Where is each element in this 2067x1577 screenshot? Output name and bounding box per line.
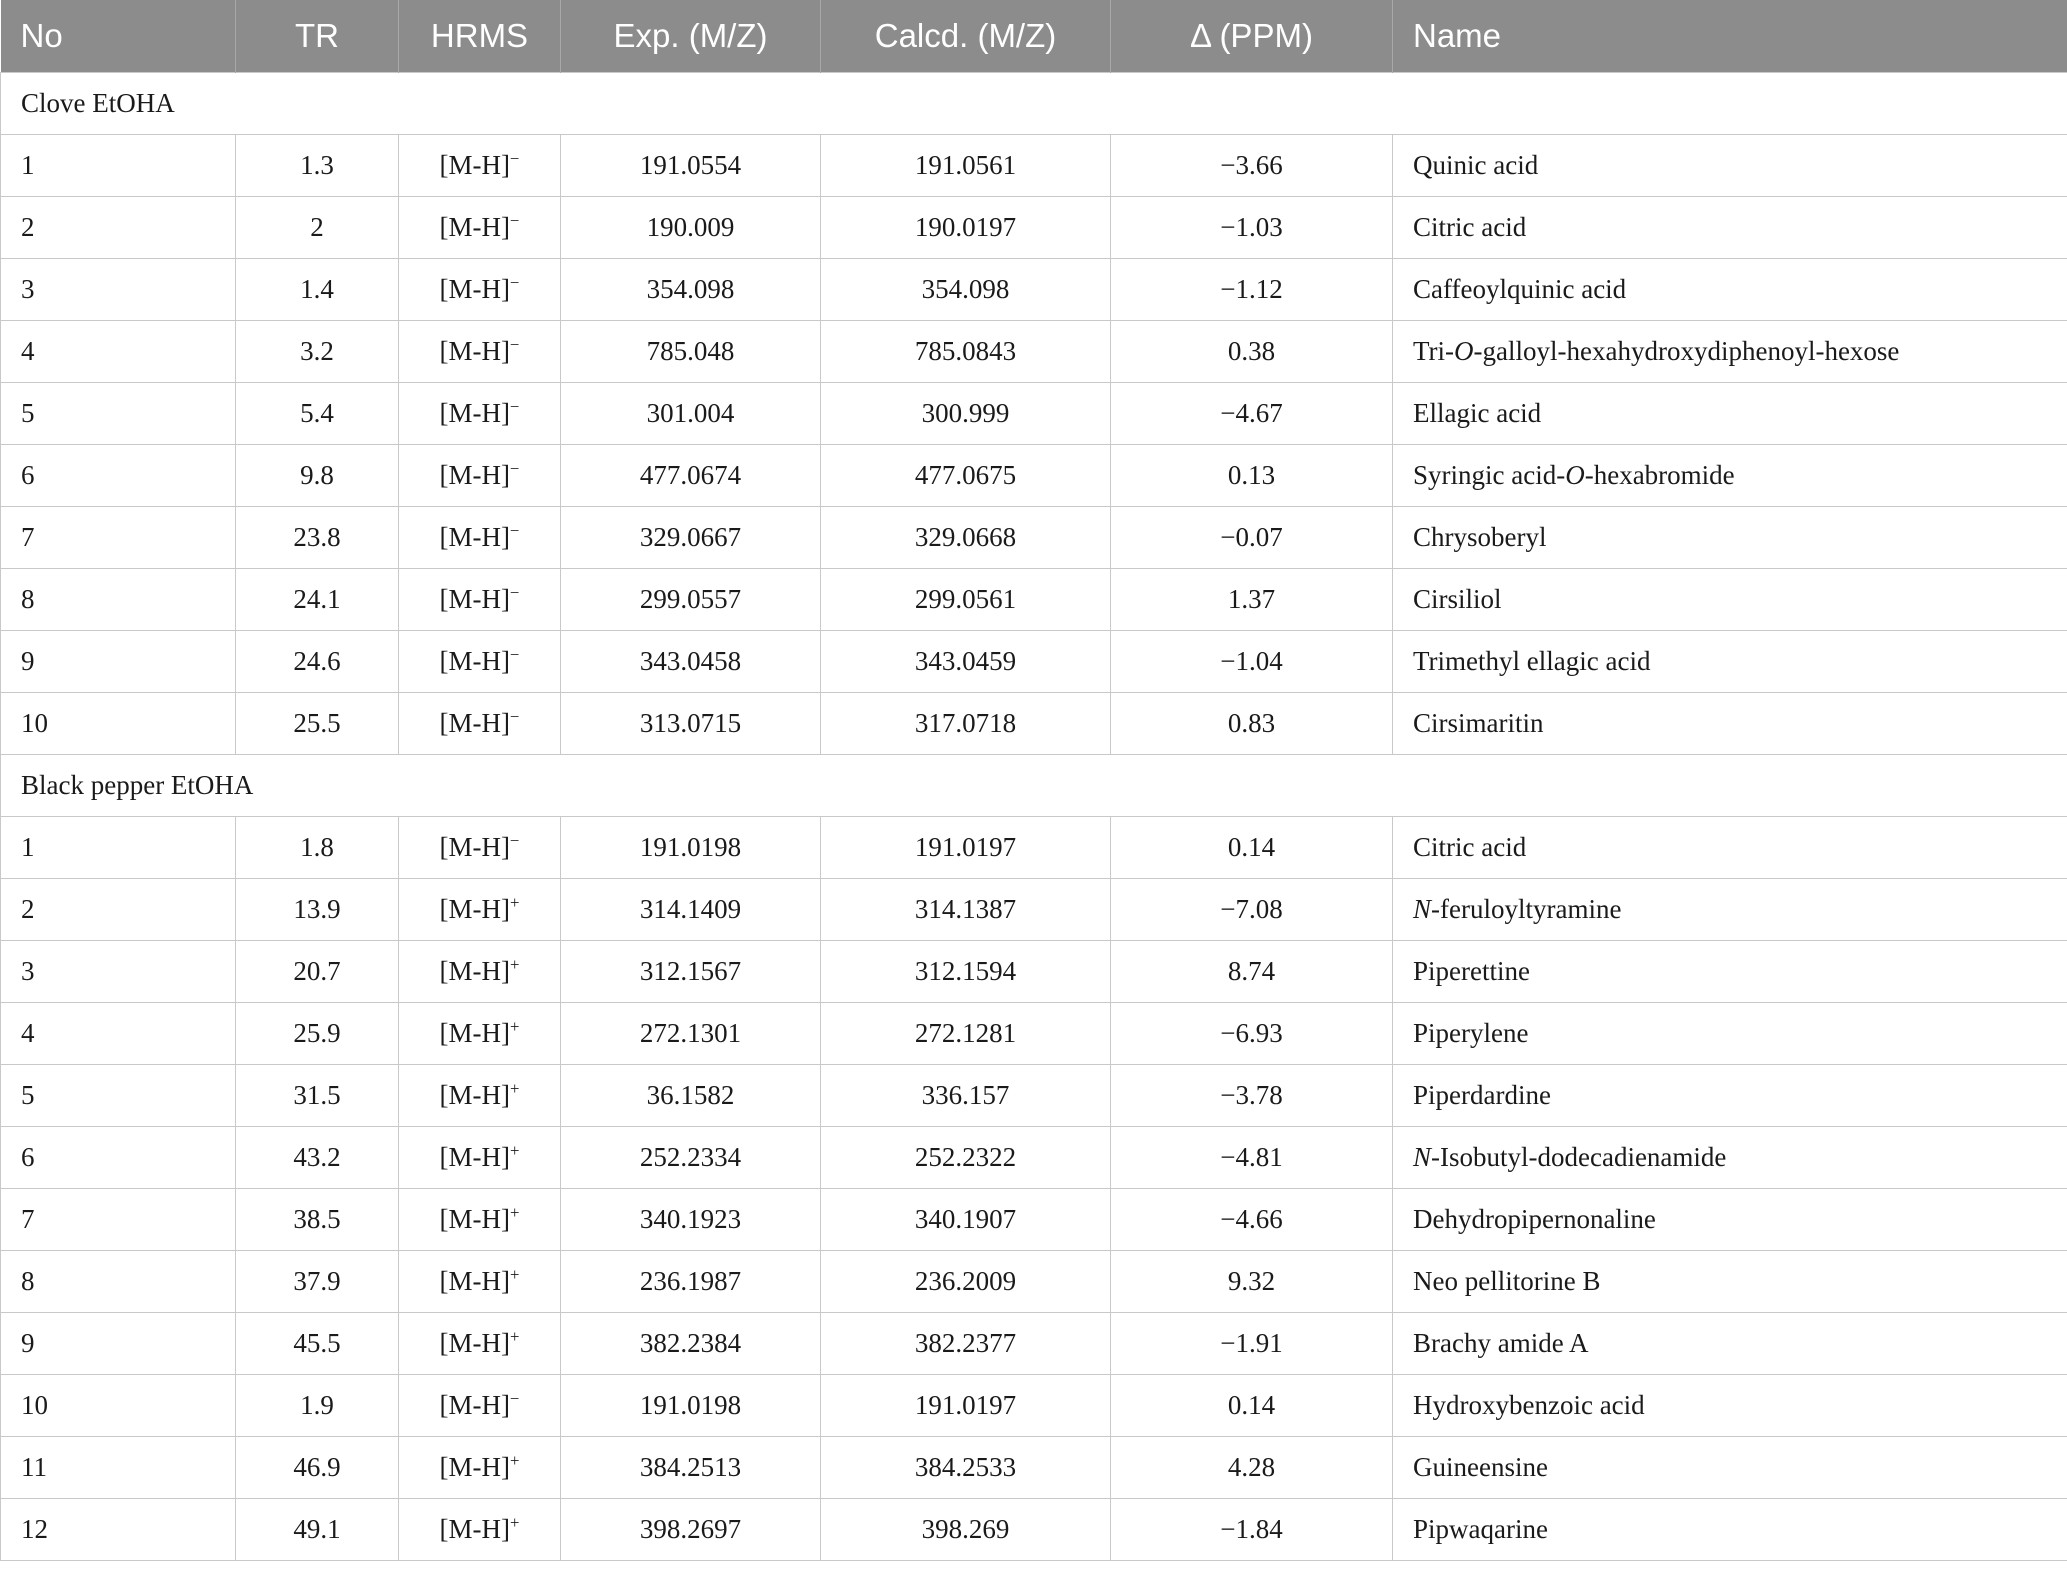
table-row bbox=[1, 879, 2067, 941]
cell-name bbox=[1393, 879, 2067, 941]
hrms-ion: [M-H] bbox=[439, 150, 511, 180]
cell-name bbox=[1393, 507, 2067, 569]
cell-name bbox=[1393, 1003, 2067, 1065]
cell-delta-ppm: 0.14 bbox=[1111, 1375, 1393, 1437]
cell-tr: 25.5 bbox=[236, 693, 399, 755]
hrms-ion: [M-H] bbox=[439, 336, 511, 366]
hrms-ion: [M-H] bbox=[439, 1080, 511, 1110]
cell-name bbox=[1393, 1437, 2067, 1499]
cell-delta-ppm: −1.04 bbox=[1111, 631, 1393, 693]
hrms-ion: [M-H] bbox=[439, 212, 511, 242]
cell-exp-mz: 190.009 bbox=[561, 197, 821, 259]
cell-tr: 45.5 bbox=[236, 1313, 399, 1375]
hrms-charge: − bbox=[510, 335, 520, 354]
cell-hrms bbox=[399, 1065, 561, 1127]
cell-delta-ppm: 0.14 bbox=[1111, 817, 1393, 879]
cell-delta-ppm: −6.93 bbox=[1111, 1003, 1393, 1065]
cell-no: 7 bbox=[1, 507, 236, 569]
table-row bbox=[1, 1127, 2067, 1189]
cell-exp-mz: 382.2384 bbox=[561, 1313, 821, 1375]
table-row bbox=[1, 507, 2067, 569]
cell-delta-ppm: 0.83 bbox=[1111, 693, 1393, 755]
cell-calcd-mz: 314.1387 bbox=[821, 879, 1111, 941]
table-row bbox=[1, 817, 2067, 879]
hrms-ion: [M-H] bbox=[439, 1452, 511, 1482]
cell-name bbox=[1393, 135, 2067, 197]
cell-exp-mz: 398.2697 bbox=[561, 1499, 821, 1561]
cell-no: 2 bbox=[1, 197, 236, 259]
name-part: Cirsimaritin bbox=[1413, 708, 1544, 738]
name-part: Dehydropipernonaline bbox=[1413, 1204, 1656, 1234]
cell-no: 10 bbox=[1, 693, 236, 755]
cell-delta-ppm: −1.91 bbox=[1111, 1313, 1393, 1375]
hrms-ion: [M-H] bbox=[439, 1266, 511, 1296]
cell-exp-mz: 312.1567 bbox=[561, 941, 821, 1003]
cell-exp-mz: 340.1923 bbox=[561, 1189, 821, 1251]
cell-exp-mz: 36.1582 bbox=[561, 1065, 821, 1127]
cell-no: 1 bbox=[1, 817, 236, 879]
table-row bbox=[1, 1251, 2067, 1313]
table-row bbox=[1, 1003, 2067, 1065]
cell-hrms bbox=[399, 941, 561, 1003]
name-part: Piperdardine bbox=[1413, 1080, 1551, 1110]
name-part: Caffeoylquinic acid bbox=[1413, 274, 1627, 304]
table-row bbox=[1, 321, 2067, 383]
header-no: No bbox=[1, 0, 236, 73]
name-part: Pipwaqarine bbox=[1413, 1514, 1548, 1544]
cell-calcd-mz: 190.0197 bbox=[821, 197, 1111, 259]
cell-exp-mz: 191.0198 bbox=[561, 817, 821, 879]
hrms-charge: + bbox=[510, 1017, 520, 1036]
cell-name bbox=[1393, 1065, 2067, 1127]
cell-hrms bbox=[399, 1127, 561, 1189]
hrms-charge: + bbox=[510, 955, 520, 974]
cell-calcd-mz: 336.157 bbox=[821, 1065, 1111, 1127]
cell-delta-ppm: 9.32 bbox=[1111, 1251, 1393, 1313]
cell-no: 12 bbox=[1, 1499, 236, 1561]
cell-no: 3 bbox=[1, 259, 236, 321]
cell-tr: 24.6 bbox=[236, 631, 399, 693]
cell-calcd-mz: 317.0718 bbox=[821, 693, 1111, 755]
name-part: -Isobutyl-dodecadienamide bbox=[1431, 1142, 1727, 1172]
hrms-charge: − bbox=[510, 1389, 520, 1408]
cell-exp-mz: 252.2334 bbox=[561, 1127, 821, 1189]
name-part: Citric acid bbox=[1413, 832, 1527, 862]
cell-no: 9 bbox=[1, 631, 236, 693]
hrms-charge: + bbox=[510, 1265, 520, 1284]
table-row bbox=[1, 1189, 2067, 1251]
table-row bbox=[1, 569, 2067, 631]
cell-delta-ppm: −1.03 bbox=[1111, 197, 1393, 259]
cell-calcd-mz: 354.098 bbox=[821, 259, 1111, 321]
cell-calcd-mz: 300.999 bbox=[821, 383, 1111, 445]
cell-delta-ppm: 8.74 bbox=[1111, 941, 1393, 1003]
cell-exp-mz: 191.0198 bbox=[561, 1375, 821, 1437]
table-row bbox=[1, 259, 2067, 321]
cell-name bbox=[1393, 817, 2067, 879]
cell-delta-ppm: 4.28 bbox=[1111, 1437, 1393, 1499]
hrms-ion: [M-H] bbox=[439, 460, 511, 490]
cell-exp-mz: 314.1409 bbox=[561, 879, 821, 941]
cell-delta-ppm: −3.66 bbox=[1111, 135, 1393, 197]
cell-name bbox=[1393, 1189, 2067, 1251]
cell-no: 4 bbox=[1, 321, 236, 383]
cell-delta-ppm: −1.84 bbox=[1111, 1499, 1393, 1561]
hrms-charge: − bbox=[510, 583, 520, 602]
cell-hrms bbox=[399, 1375, 561, 1437]
hrms-charge: + bbox=[510, 1451, 520, 1470]
header-exp-mz: Exp. (M/Z) bbox=[561, 0, 821, 73]
cell-tr: 3.2 bbox=[236, 321, 399, 383]
group-title: Clove EtOHA bbox=[1, 73, 2067, 135]
cell-name bbox=[1393, 1127, 2067, 1189]
table-row bbox=[1, 383, 2067, 445]
group-row bbox=[1, 755, 2067, 817]
cell-no: 1 bbox=[1, 135, 236, 197]
hrms-charge: − bbox=[510, 831, 520, 850]
hrms-ion: [M-H] bbox=[439, 274, 511, 304]
cell-delta-ppm: −4.67 bbox=[1111, 383, 1393, 445]
table-row bbox=[1, 1375, 2067, 1437]
cell-tr: 23.8 bbox=[236, 507, 399, 569]
name-part: O bbox=[1565, 460, 1585, 490]
hrms-charge: + bbox=[510, 1203, 520, 1222]
table-body bbox=[1, 73, 2067, 1561]
name-part: Syringic acid- bbox=[1413, 460, 1566, 490]
cell-name bbox=[1393, 1251, 2067, 1313]
table-row bbox=[1, 1437, 2067, 1499]
name-part: Hydroxybenzoic acid bbox=[1413, 1390, 1645, 1420]
cell-delta-ppm: 1.37 bbox=[1111, 569, 1393, 631]
cell-exp-mz: 301.004 bbox=[561, 383, 821, 445]
cell-calcd-mz: 312.1594 bbox=[821, 941, 1111, 1003]
hrms-ion: [M-H] bbox=[439, 398, 511, 428]
cell-delta-ppm: −4.81 bbox=[1111, 1127, 1393, 1189]
cell-hrms bbox=[399, 1499, 561, 1561]
cell-tr: 1.3 bbox=[236, 135, 399, 197]
cell-tr: 38.5 bbox=[236, 1189, 399, 1251]
cell-name bbox=[1393, 569, 2067, 631]
cell-hrms bbox=[399, 1313, 561, 1375]
cell-name bbox=[1393, 197, 2067, 259]
hrms-ion: [M-H] bbox=[439, 1204, 511, 1234]
cell-exp-mz: 272.1301 bbox=[561, 1003, 821, 1065]
hrms-charge: − bbox=[510, 521, 520, 540]
hrms-ion: [M-H] bbox=[439, 1018, 511, 1048]
hrms-ion: [M-H] bbox=[439, 832, 511, 862]
cell-delta-ppm: −0.07 bbox=[1111, 507, 1393, 569]
cell-hrms bbox=[399, 445, 561, 507]
hrms-charge: − bbox=[510, 459, 520, 478]
cell-name bbox=[1393, 321, 2067, 383]
cell-hrms bbox=[399, 321, 561, 383]
cell-no: 7 bbox=[1, 1189, 236, 1251]
cell-delta-ppm: −3.78 bbox=[1111, 1065, 1393, 1127]
cell-exp-mz: 313.0715 bbox=[561, 693, 821, 755]
name-part: N bbox=[1413, 1142, 1432, 1172]
hrms-charge: − bbox=[510, 397, 520, 416]
cell-calcd-mz: 477.0675 bbox=[821, 445, 1111, 507]
cell-no: 9 bbox=[1, 1313, 236, 1375]
table-row bbox=[1, 693, 2067, 755]
cell-no: 10 bbox=[1, 1375, 236, 1437]
cell-hrms bbox=[399, 1003, 561, 1065]
hrms-ion: [M-H] bbox=[439, 708, 511, 738]
table-row bbox=[1, 1499, 2067, 1561]
cell-exp-mz: 785.048 bbox=[561, 321, 821, 383]
header-name: Name bbox=[1393, 0, 2067, 73]
hrms-ion: [M-H] bbox=[439, 646, 511, 676]
cell-calcd-mz: 398.269 bbox=[821, 1499, 1111, 1561]
hrms-charge: − bbox=[510, 211, 520, 230]
cell-exp-mz: 191.0554 bbox=[561, 135, 821, 197]
cell-hrms bbox=[399, 569, 561, 631]
table-row bbox=[1, 631, 2067, 693]
cell-calcd-mz: 191.0561 bbox=[821, 135, 1111, 197]
cell-calcd-mz: 382.2377 bbox=[821, 1313, 1111, 1375]
group-title: Black pepper EtOHA bbox=[1, 755, 2067, 817]
cell-calcd-mz: 236.2009 bbox=[821, 1251, 1111, 1313]
hrms-ion: [M-H] bbox=[439, 584, 511, 614]
cell-hrms bbox=[399, 197, 561, 259]
header-hrms: HRMS bbox=[399, 0, 561, 73]
cell-tr: 20.7 bbox=[236, 941, 399, 1003]
cell-tr: 1.9 bbox=[236, 1375, 399, 1437]
cell-exp-mz: 384.2513 bbox=[561, 1437, 821, 1499]
name-part: Chrysoberyl bbox=[1413, 522, 1547, 552]
table-row bbox=[1, 1313, 2067, 1375]
group-row bbox=[1, 73, 2067, 135]
hrms-charge: + bbox=[510, 1079, 520, 1098]
hrms-ion: [M-H] bbox=[439, 1514, 511, 1544]
hrms-charge: + bbox=[510, 1141, 520, 1160]
cell-no: 3 bbox=[1, 941, 236, 1003]
name-part: -galloyl-hexahydroxydiphenoyl-hexose bbox=[1473, 336, 1900, 366]
cell-no: 6 bbox=[1, 445, 236, 507]
cell-delta-ppm: 0.38 bbox=[1111, 321, 1393, 383]
cell-tr: 49.1 bbox=[236, 1499, 399, 1561]
name-part: -feruloyltyramine bbox=[1431, 894, 1622, 924]
table-row bbox=[1, 197, 2067, 259]
cell-tr: 2 bbox=[236, 197, 399, 259]
name-part: Citric acid bbox=[1413, 212, 1527, 242]
cell-tr: 46.9 bbox=[236, 1437, 399, 1499]
hrms-charge: + bbox=[510, 1513, 520, 1532]
cell-hrms bbox=[399, 1189, 561, 1251]
hrms-ion: [M-H] bbox=[439, 1142, 511, 1172]
cell-name bbox=[1393, 631, 2067, 693]
cell-name bbox=[1393, 1375, 2067, 1437]
cell-tr: 9.8 bbox=[236, 445, 399, 507]
header-tr: TR bbox=[236, 0, 399, 73]
cell-no: 8 bbox=[1, 569, 236, 631]
cell-calcd-mz: 191.0197 bbox=[821, 1375, 1111, 1437]
cell-tr: 1.8 bbox=[236, 817, 399, 879]
cell-hrms bbox=[399, 135, 561, 197]
cell-hrms bbox=[399, 1437, 561, 1499]
name-part: Cirsiliol bbox=[1413, 584, 1502, 614]
cell-calcd-mz: 191.0197 bbox=[821, 817, 1111, 879]
hrms-charge: − bbox=[510, 645, 520, 664]
cell-exp-mz: 477.0674 bbox=[561, 445, 821, 507]
cell-no: 4 bbox=[1, 1003, 236, 1065]
cell-hrms bbox=[399, 693, 561, 755]
cell-delta-ppm: 0.13 bbox=[1111, 445, 1393, 507]
hrms-ion: [M-H] bbox=[439, 1328, 511, 1358]
cell-no: 5 bbox=[1, 383, 236, 445]
cell-calcd-mz: 785.0843 bbox=[821, 321, 1111, 383]
table-header bbox=[1, 0, 2067, 73]
cell-hrms bbox=[399, 879, 561, 941]
name-part: Tri- bbox=[1413, 336, 1455, 366]
cell-delta-ppm: −4.66 bbox=[1111, 1189, 1393, 1251]
cell-exp-mz: 236.1987 bbox=[561, 1251, 821, 1313]
hrms-charge: − bbox=[510, 149, 520, 168]
cell-hrms bbox=[399, 507, 561, 569]
cell-calcd-mz: 252.2322 bbox=[821, 1127, 1111, 1189]
table-row bbox=[1, 941, 2067, 1003]
cell-calcd-mz: 340.1907 bbox=[821, 1189, 1111, 1251]
hrms-charge: + bbox=[510, 893, 520, 912]
cell-no: 11 bbox=[1, 1437, 236, 1499]
table-row bbox=[1, 1065, 2067, 1127]
header-calcd-mz: Calcd. (M/Z) bbox=[821, 0, 1111, 73]
hrms-ion: [M-H] bbox=[439, 522, 511, 552]
cell-exp-mz: 299.0557 bbox=[561, 569, 821, 631]
cell-no: 8 bbox=[1, 1251, 236, 1313]
name-part: N bbox=[1413, 894, 1432, 924]
hrms-ion: [M-H] bbox=[439, 894, 511, 924]
cell-no: 6 bbox=[1, 1127, 236, 1189]
cell-hrms bbox=[399, 631, 561, 693]
cell-tr: 37.9 bbox=[236, 1251, 399, 1313]
table-row bbox=[1, 445, 2067, 507]
name-part: Piperettine bbox=[1413, 956, 1530, 986]
cell-tr: 25.9 bbox=[236, 1003, 399, 1065]
cell-tr: 13.9 bbox=[236, 879, 399, 941]
hrms-charge: + bbox=[510, 1327, 520, 1346]
name-part: O bbox=[1454, 336, 1474, 366]
header-row bbox=[1, 0, 2067, 73]
cell-no: 2 bbox=[1, 879, 236, 941]
name-part: Piperylene bbox=[1413, 1018, 1529, 1048]
cell-calcd-mz: 343.0459 bbox=[821, 631, 1111, 693]
cell-hrms bbox=[399, 817, 561, 879]
cell-hrms bbox=[399, 1251, 561, 1313]
cell-no: 5 bbox=[1, 1065, 236, 1127]
name-part: Neo pellitorine B bbox=[1413, 1266, 1601, 1296]
cell-name bbox=[1393, 383, 2067, 445]
name-part: -hexabromide bbox=[1584, 460, 1735, 490]
cell-name bbox=[1393, 693, 2067, 755]
cell-calcd-mz: 329.0668 bbox=[821, 507, 1111, 569]
name-part: Quinic acid bbox=[1413, 150, 1539, 180]
cell-exp-mz: 354.098 bbox=[561, 259, 821, 321]
cell-hrms bbox=[399, 383, 561, 445]
cell-calcd-mz: 384.2533 bbox=[821, 1437, 1111, 1499]
cell-calcd-mz: 299.0561 bbox=[821, 569, 1111, 631]
cell-delta-ppm: −7.08 bbox=[1111, 879, 1393, 941]
cell-name bbox=[1393, 1313, 2067, 1375]
cell-tr: 5.4 bbox=[236, 383, 399, 445]
header-delta-ppm: Δ (PPM) bbox=[1111, 0, 1393, 73]
hrms-charge: − bbox=[510, 273, 520, 292]
cell-exp-mz: 343.0458 bbox=[561, 631, 821, 693]
name-part: Guineensine bbox=[1413, 1452, 1548, 1482]
cell-name bbox=[1393, 941, 2067, 1003]
cell-name bbox=[1393, 445, 2067, 507]
cell-calcd-mz: 272.1281 bbox=[821, 1003, 1111, 1065]
cell-exp-mz: 329.0667 bbox=[561, 507, 821, 569]
cell-delta-ppm: −1.12 bbox=[1111, 259, 1393, 321]
cell-name bbox=[1393, 259, 2067, 321]
cell-tr: 24.1 bbox=[236, 569, 399, 631]
cell-tr: 43.2 bbox=[236, 1127, 399, 1189]
cell-tr: 31.5 bbox=[236, 1065, 399, 1127]
name-part: Brachy amide A bbox=[1413, 1328, 1589, 1358]
hrms-ion: [M-H] bbox=[439, 1390, 511, 1420]
name-part: Ellagic acid bbox=[1413, 398, 1542, 428]
name-part: Trimethyl ellagic acid bbox=[1413, 646, 1651, 676]
table-row bbox=[1, 135, 2067, 197]
cell-name bbox=[1393, 1499, 2067, 1561]
cell-hrms bbox=[399, 259, 561, 321]
hrms-ion: [M-H] bbox=[439, 956, 511, 986]
hrms-charge: − bbox=[510, 707, 520, 726]
cell-tr: 1.4 bbox=[236, 259, 399, 321]
